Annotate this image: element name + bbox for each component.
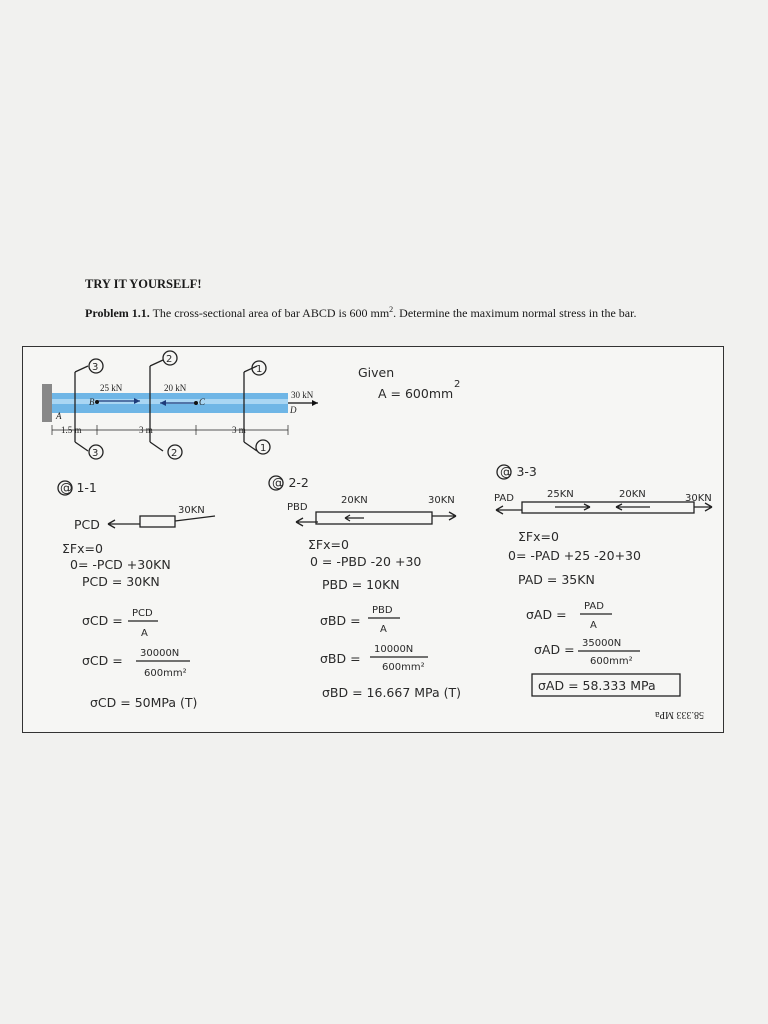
- sec11-eq1: ΣFx=0: [62, 541, 103, 556]
- given-exp: 2: [454, 379, 461, 390]
- sec11-s1-den: A: [141, 628, 148, 639]
- sec33-s2-lhs: σAD =: [534, 642, 575, 657]
- dim-1-5: 1.5 m: [61, 425, 82, 435]
- sec33-eq2: 0= -PAD +25 -20+30: [508, 548, 641, 563]
- sec22-s2-den: 600mm²: [382, 662, 425, 673]
- sec33-eq3: PAD = 35KN: [518, 572, 595, 587]
- problem-text-a: The cross-sectional area of bar ABCD is 600 mm: [149, 306, 390, 320]
- sec22-title: @ 2-2: [272, 475, 309, 490]
- answer-upside-down: 58.333 MPa: [655, 709, 704, 720]
- sec33-s1-num: PAD: [584, 601, 604, 612]
- problem-label: Problem 1.1.: [85, 306, 150, 320]
- sec33-s2-den: 600mm²: [590, 656, 633, 667]
- sec3-top: 3: [92, 362, 99, 373]
- sec22-s2-num: 10000N: [374, 644, 414, 655]
- load-c-label: 20 kN: [164, 383, 187, 393]
- heading: TRY IT YOURSELF!: [85, 277, 202, 291]
- sec33-f2: 20KN: [619, 489, 646, 500]
- sec11-s2-den: 600mm²: [144, 668, 187, 679]
- sec11-force: 30KN: [178, 505, 205, 516]
- dim-3-a: 3 m: [139, 425, 153, 435]
- sec33-s2-num: 35000N: [582, 638, 622, 649]
- sec11-eq2: 0= -PCD +30KN: [70, 557, 171, 572]
- sec11-title: @ 1-1: [60, 480, 97, 495]
- sec22-f2: 30KN: [428, 495, 455, 506]
- problem-sup: 2: [389, 305, 394, 314]
- given-area: A = 600mm: [378, 386, 454, 401]
- sec1-top: 1: [256, 364, 263, 375]
- sec11-s1-lhs: σCD =: [82, 613, 123, 628]
- sec22-eq1: ΣFx=0: [308, 537, 349, 552]
- dim-3-b: 3 m: [232, 425, 246, 435]
- sec22-eq3: PBD = 10KN: [322, 577, 400, 592]
- sec33-title: @ 3-3: [500, 464, 537, 479]
- load-d-label: 30 kN: [291, 390, 314, 400]
- sec22-eq2: 0 = -PBD -20 +30: [310, 554, 422, 569]
- point-a: A: [56, 411, 62, 421]
- point-d: D: [290, 405, 297, 415]
- sec11-result: σCD = 50MPa (T): [90, 695, 198, 710]
- sec22-result: σBD = 16.667 MPa (T): [322, 685, 462, 700]
- sec22-s1-lhs: σBD =: [320, 613, 361, 628]
- sec11-p: PCD: [74, 517, 100, 532]
- section-3-3: [494, 464, 712, 696]
- sec22-f1: 20KN: [341, 495, 368, 506]
- sec22-p: PBD: [287, 502, 308, 513]
- sec33-s1-den: A: [590, 620, 597, 631]
- sec33-f1: 25KN: [547, 489, 574, 500]
- sec2-top: 2: [166, 354, 173, 365]
- sec2-bot: 2: [171, 448, 178, 459]
- problem-text-b: . Determine the maximum normal stress in the bar.: [393, 306, 637, 320]
- sec22-s1-den: A: [380, 624, 387, 635]
- section-1-1: [58, 480, 215, 710]
- given-label: Given: [358, 365, 395, 380]
- sec11-s2-num: 30000N: [140, 648, 180, 659]
- sec3-bot: 3: [92, 448, 99, 459]
- sec33-s1-lhs: σAD =: [526, 607, 567, 622]
- load-b-label: 25 kN: [100, 383, 123, 393]
- sec22-s1-num: PBD: [372, 605, 393, 616]
- sec11-eq3: PCD = 30KN: [82, 574, 160, 589]
- bar-figure: [42, 351, 318, 459]
- point-b: B: [89, 397, 95, 407]
- sec11-s1-num: PCD: [132, 608, 153, 619]
- sec1-bot: 1: [260, 443, 267, 454]
- wall-support: [42, 384, 52, 422]
- section-2-2: [269, 475, 461, 700]
- sec33-eq1: ΣFx=0: [518, 529, 559, 544]
- sec33-p: PAD: [494, 493, 514, 504]
- sec33-f3: 30KN: [685, 493, 712, 504]
- sec11-s2-lhs: σCD =: [82, 653, 123, 668]
- sec33-result: σAD = 58.333 MPa: [538, 678, 656, 693]
- point-c: C: [199, 397, 206, 407]
- sec22-s2-lhs: σBD =: [320, 651, 361, 666]
